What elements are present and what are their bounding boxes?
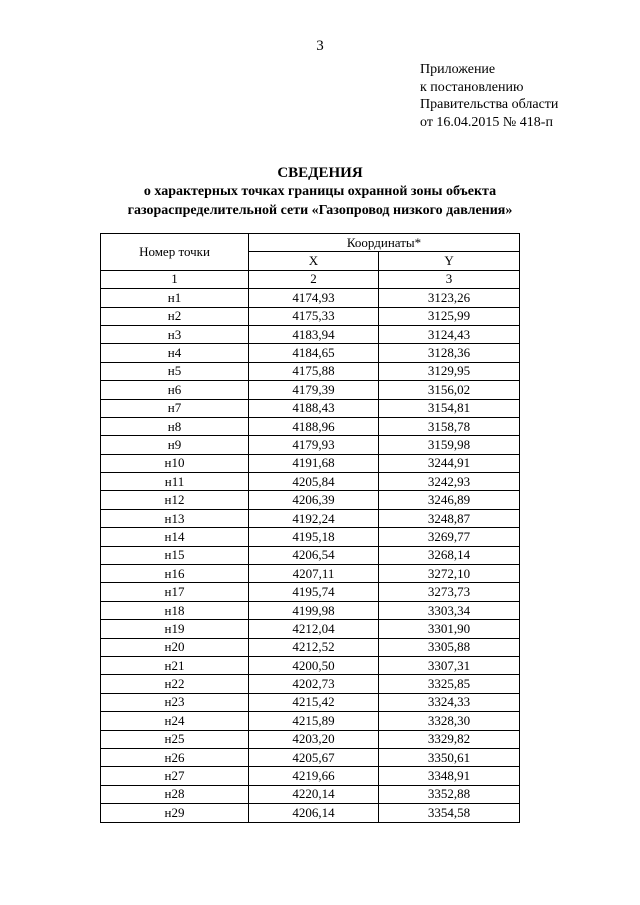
point-cell: н5 <box>101 362 249 380</box>
table-row <box>101 767 520 785</box>
point-cell: н27 <box>101 767 249 785</box>
x-cell: 4179,39 <box>249 381 379 399</box>
point-cell: н1 <box>101 289 249 307</box>
x-cell: 4207,11 <box>249 565 379 583</box>
x-cell: 4205,67 <box>249 748 379 766</box>
point-cell: н21 <box>101 656 249 674</box>
appendix-line: Приложение <box>420 62 496 77</box>
table-row <box>101 362 520 380</box>
table-row <box>101 436 520 454</box>
point-cell: н8 <box>101 417 249 435</box>
header-x: X <box>249 252 379 270</box>
point-cell: н24 <box>101 712 249 730</box>
table-row <box>101 399 520 417</box>
column-number: 3 <box>379 270 520 288</box>
y-cell: 3125,99 <box>379 307 520 325</box>
table-row <box>101 748 520 766</box>
table-row <box>101 344 520 362</box>
y-cell: 3154,81 <box>379 399 520 417</box>
x-cell: 4215,89 <box>249 712 379 730</box>
point-cell: н19 <box>101 620 249 638</box>
x-cell: 4212,52 <box>249 638 379 656</box>
y-cell: 3354,58 <box>379 804 520 822</box>
y-cell: 3128,36 <box>379 344 520 362</box>
point-cell: н20 <box>101 638 249 656</box>
x-cell: 4191,68 <box>249 454 379 472</box>
point-cell: н9 <box>101 436 249 454</box>
x-cell: 4195,18 <box>249 528 379 546</box>
column-number-row <box>101 270 520 288</box>
y-cell: 3268,14 <box>379 546 520 564</box>
header-coordinates: Координаты* <box>249 234 520 252</box>
appendix-line: от 16.04.2015 № 418-п <box>420 114 553 130</box>
x-cell: 4188,96 <box>249 417 379 435</box>
coordinates-table <box>100 233 520 823</box>
column-number: 2 <box>249 270 379 288</box>
table-row <box>101 307 520 325</box>
point-cell: н6 <box>101 381 249 399</box>
y-cell: 3248,87 <box>379 509 520 527</box>
y-cell: 3329,82 <box>379 730 520 748</box>
point-cell: н12 <box>101 491 249 509</box>
y-cell: 3307,31 <box>379 656 520 674</box>
y-cell: 3129,95 <box>379 362 520 380</box>
table-row <box>101 638 520 656</box>
x-cell: 4175,88 <box>249 362 379 380</box>
table-row <box>101 656 520 674</box>
table-row <box>101 601 520 619</box>
y-cell: 3123,26 <box>379 289 520 307</box>
y-cell: 3158,78 <box>379 417 520 435</box>
x-cell: 4199,98 <box>249 601 379 619</box>
x-cell: 4206,39 <box>249 491 379 509</box>
table-row <box>101 565 520 583</box>
point-cell: н16 <box>101 565 249 583</box>
x-cell: 4183,94 <box>249 325 379 343</box>
table-row <box>101 528 520 546</box>
column-number: 1 <box>101 270 249 288</box>
y-cell: 3350,61 <box>379 748 520 766</box>
point-cell: н22 <box>101 675 249 693</box>
table-row <box>101 675 520 693</box>
table-row <box>101 785 520 803</box>
x-cell: 4212,04 <box>249 620 379 638</box>
table-row <box>101 693 520 711</box>
y-cell: 3303,34 <box>379 601 520 619</box>
table-row <box>101 417 520 435</box>
table-row <box>101 289 520 307</box>
y-cell: 3328,30 <box>379 712 520 730</box>
x-cell: 4179,93 <box>249 436 379 454</box>
x-cell: 4188,43 <box>249 399 379 417</box>
y-cell: 3273,73 <box>379 583 520 601</box>
table-row <box>101 620 520 638</box>
header-row <box>101 234 520 252</box>
point-cell: н14 <box>101 528 249 546</box>
y-cell: 3301,90 <box>379 620 520 638</box>
y-cell: 3244,91 <box>379 454 520 472</box>
table-row <box>101 381 520 399</box>
point-cell: н4 <box>101 344 249 362</box>
y-cell: 3156,02 <box>379 381 520 399</box>
point-cell: н29 <box>101 804 249 822</box>
appendix-line: к постановлению <box>420 79 524 95</box>
y-cell: 3325,85 <box>379 675 520 693</box>
page-number: 3 <box>316 38 324 54</box>
x-cell: 4220,14 <box>249 785 379 803</box>
subtitle-line: о характерных точках границы охранной зоны объекта <box>143 184 497 199</box>
point-cell: н15 <box>101 546 249 564</box>
y-cell: 3159,98 <box>379 436 520 454</box>
x-cell: 4184,65 <box>249 344 379 362</box>
point-cell: н25 <box>101 730 249 748</box>
point-cell: н11 <box>101 473 249 491</box>
point-cell: н7 <box>101 399 249 417</box>
x-cell: 4206,54 <box>249 546 379 564</box>
point-cell: н10 <box>101 454 249 472</box>
document-title: СВЕДЕНИЯ <box>277 165 363 181</box>
y-cell: 3246,89 <box>379 491 520 509</box>
subtitle-line: газораспределительной сети «Газопровод низкого давления» <box>127 203 513 218</box>
x-cell: 4215,42 <box>249 693 379 711</box>
point-cell: н18 <box>101 601 249 619</box>
document-subtitle <box>0 182 640 220</box>
y-cell: 3305,88 <box>379 638 520 656</box>
x-cell: 4200,50 <box>249 656 379 674</box>
x-cell: 4192,24 <box>249 509 379 527</box>
table-row <box>101 325 520 343</box>
x-cell: 4205,84 <box>249 473 379 491</box>
table-row <box>101 730 520 748</box>
y-cell: 3348,91 <box>379 767 520 785</box>
point-cell: н26 <box>101 748 249 766</box>
table-row <box>101 583 520 601</box>
point-cell: н2 <box>101 307 249 325</box>
y-cell: 3352,88 <box>379 785 520 803</box>
y-cell: 3269,77 <box>379 528 520 546</box>
header-y: Y <box>379 252 520 270</box>
table-row <box>101 509 520 527</box>
x-cell: 4202,73 <box>249 675 379 693</box>
y-cell: 3272,10 <box>379 565 520 583</box>
point-cell: н3 <box>101 325 249 343</box>
table-row <box>101 473 520 491</box>
table-row <box>101 804 520 822</box>
header-point-number: Номер точки <box>101 234 249 271</box>
x-cell: 4175,33 <box>249 307 379 325</box>
y-cell: 3324,33 <box>379 693 520 711</box>
appendix-block <box>420 61 558 131</box>
x-cell: 4219,66 <box>249 767 379 785</box>
y-cell: 3242,93 <box>379 473 520 491</box>
point-cell: н28 <box>101 785 249 803</box>
point-cell: н13 <box>101 509 249 527</box>
table-row <box>101 712 520 730</box>
x-cell: 4174,93 <box>249 289 379 307</box>
point-cell: н23 <box>101 693 249 711</box>
x-cell: 4206,14 <box>249 804 379 822</box>
table-row <box>101 454 520 472</box>
x-cell: 4195,74 <box>249 583 379 601</box>
table-row <box>101 546 520 564</box>
table-row <box>101 491 520 509</box>
y-cell: 3124,43 <box>379 325 520 343</box>
point-cell: н17 <box>101 583 249 601</box>
x-cell: 4203,20 <box>249 730 379 748</box>
appendix-line: Правительства области <box>420 97 559 112</box>
